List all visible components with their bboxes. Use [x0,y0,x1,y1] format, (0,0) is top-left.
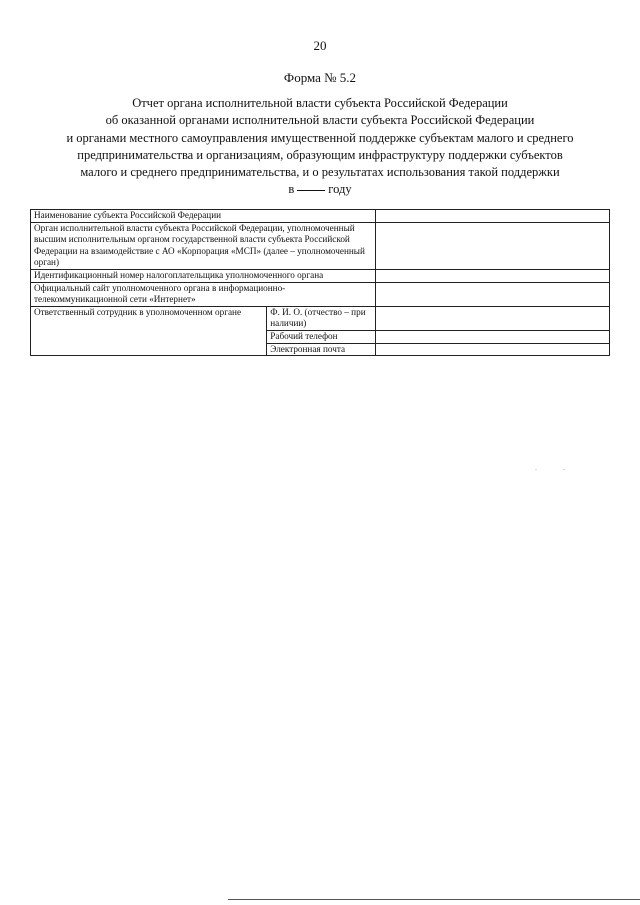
title-line: об оказанной органами исполнительной власти субъекта Российской Федерации [105,113,535,128]
responsible-employee-label: Ответственный сотрудник в уполномоченном органе [31,306,267,355]
website-value-cell[interactable] [376,282,610,306]
table-row [31,306,610,330]
title-line: Отчет органа исполнительной власти субъекта Российской Федерации [132,96,508,110]
phone-value-cell[interactable] [376,330,610,343]
fio-value-cell[interactable] [376,306,610,330]
email-label: Электронная почта [267,343,376,356]
fio-label: Ф. И. О. (отчество – при наличии) [267,306,376,330]
report-period [0,182,640,197]
period-suffix: году [328,182,352,196]
table-row [31,269,610,282]
table-row [31,210,610,223]
year-blank-field[interactable] [297,190,325,191]
page-bottom-edge [228,899,640,900]
inn-value-cell[interactable] [376,269,610,282]
scan-artifact: . . [535,463,577,472]
title-line: предпринимательства и организациям, образующим инфраструктуру поддержки субъектов [77,147,563,162]
phone-label: Рабочий телефон [267,330,376,343]
subject-name-value-cell[interactable] [376,210,610,223]
table-row [31,222,610,269]
page-number: 20 [313,38,327,53]
title-line: малого и среднего предпринимательства, и о результатах использования такой поддержки [80,165,560,180]
website-label: Официальный сайт уполномоченного органа в информационно-телекоммуникационной сети «Интернет» [31,282,376,306]
report-title [40,95,600,181]
email-value-cell[interactable] [376,343,610,356]
report-table [30,209,610,356]
table-row [31,282,610,306]
form-number: Форма № 5.2 [283,70,357,85]
title-line: и органами местного самоуправления имущественной поддержке субъектам малого и среднего [66,130,574,145]
subject-name-label: Наименование субъекта Российской Федерации [31,210,376,223]
inn-label: Идентификационный номер налогоплательщика уполномоченного органа [31,269,376,282]
authority-value-cell[interactable] [376,222,610,269]
period-prefix: в [288,182,295,196]
authority-label: Орган исполнительной власти субъекта Российской Федерации, уполномоченный высшим исполнительным органом государственной власти субъекта Российской Федерации на взаимодействие с АО «Корпорация «МСП» (далее – уполномоченный орган) [31,222,376,269]
